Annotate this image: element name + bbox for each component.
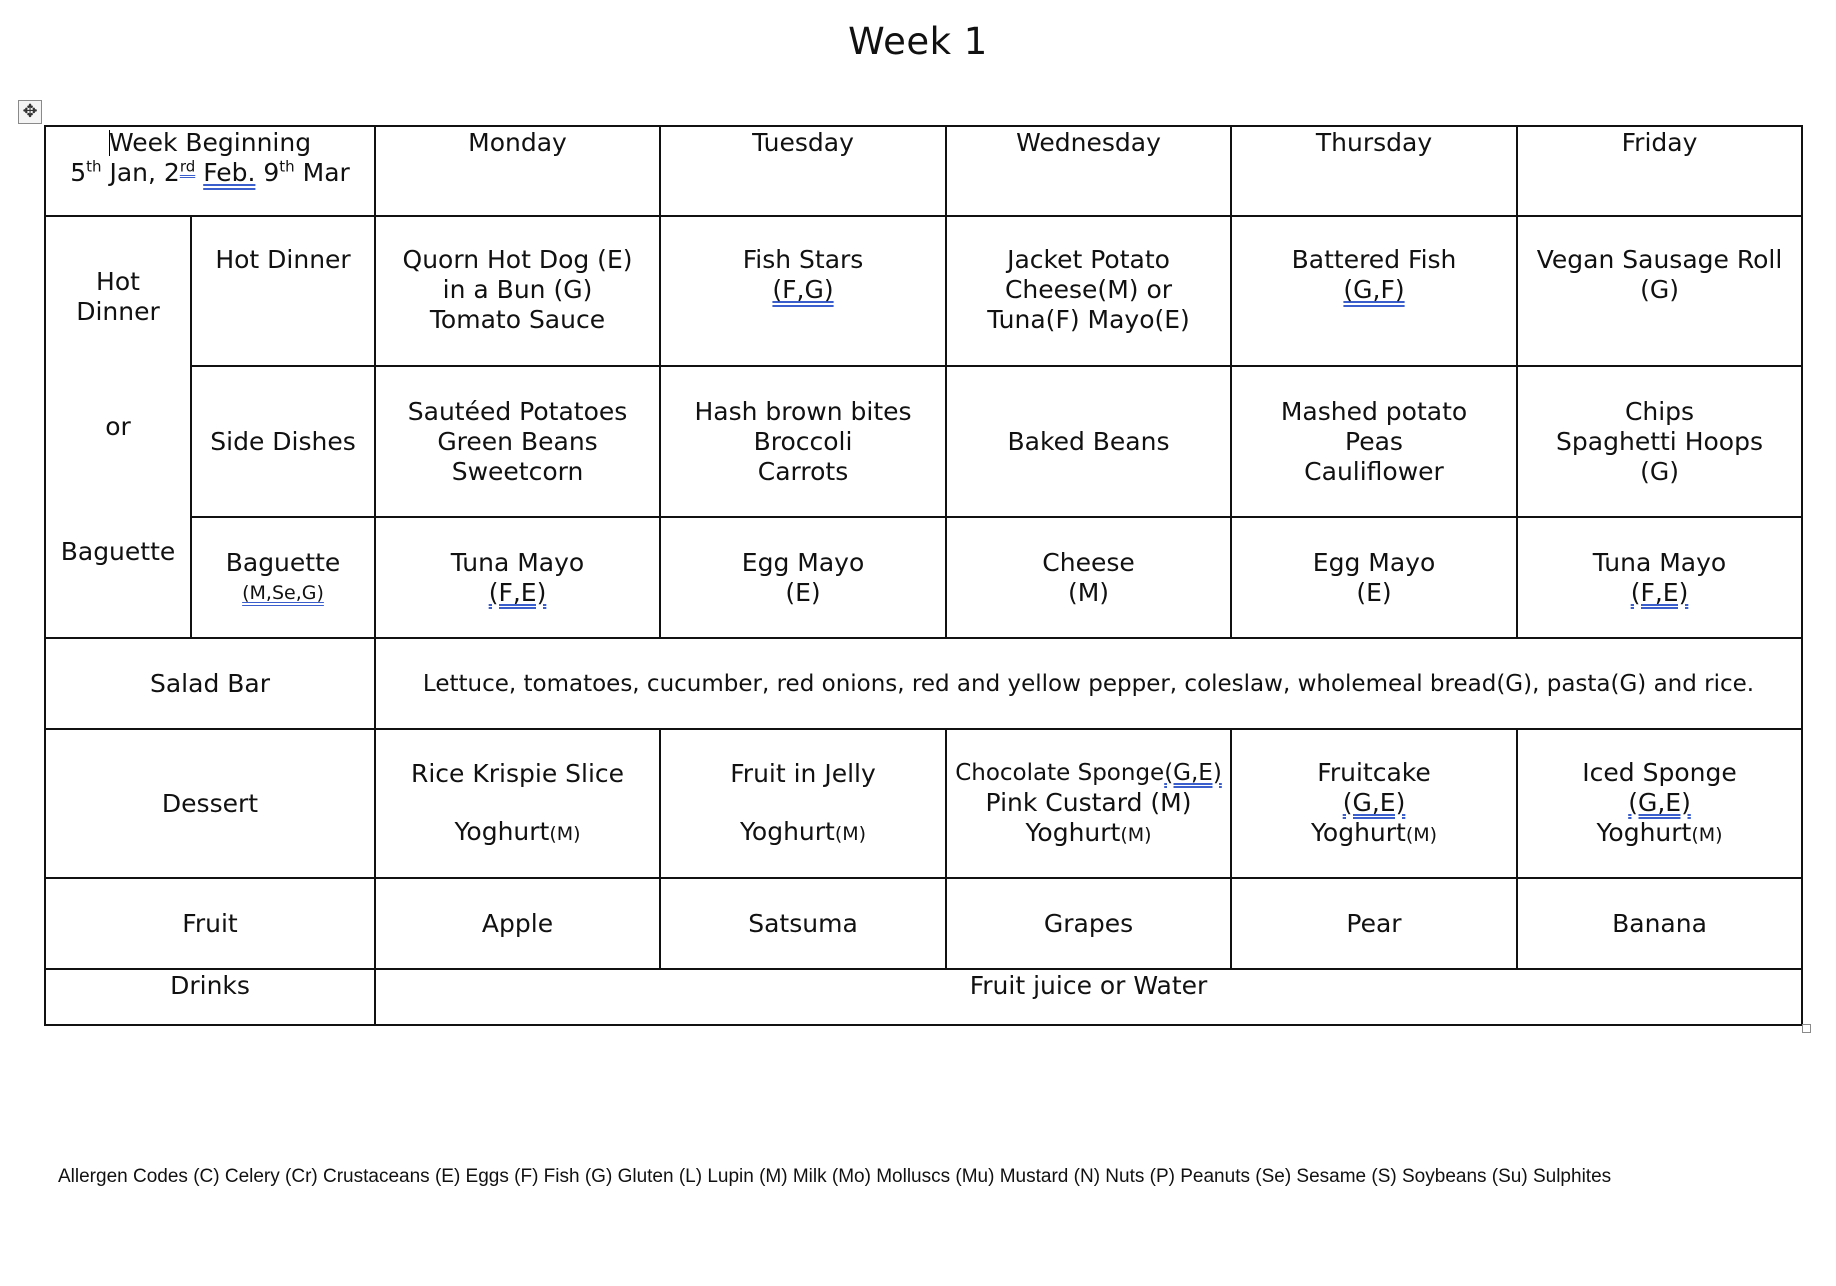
side-dishes-monday: Sautéed Potatoes Green Beans Sweetcorn [375, 366, 660, 518]
day-header-thursday: Thursday [1231, 126, 1517, 216]
fruit-wednesday: Grapes [946, 878, 1231, 969]
baguette-thursday: Egg Mayo (E) [1231, 517, 1517, 638]
baguette-label-cell [191, 517, 375, 638]
side-dishes-thursday: Mashed potato Peas Cauliflower [1231, 366, 1517, 518]
dessert-tuesday: Fruit in Jelly Yoghurt(M) [660, 729, 946, 878]
hot-dinner-tuesday: Fish Stars (F,G) [660, 216, 946, 366]
group-label-baguette: Baguette [60, 537, 176, 566]
week-beginning-label: Week Beginning [108, 128, 312, 157]
page-title: Week 1 [848, 20, 988, 63]
dessert-friday: Iced Sponge (G,E) Yoghurt(M) [1517, 729, 1802, 878]
fruit-row [45, 878, 1802, 969]
group-label-or: or [105, 412, 131, 441]
side-dishes-friday: Chips Spaghetti Hoops (G) [1517, 366, 1802, 518]
side-dishes-label: Side Dishes [191, 366, 375, 518]
resize-handle-icon[interactable] [1802, 1024, 1811, 1033]
dessert-monday: Rice Krispie Slice Yoghurt(M) [375, 729, 660, 878]
fruit-tuesday: Satsuma [660, 878, 946, 969]
day-header-tuesday: Tuesday [660, 126, 946, 216]
hot-dinner-label: Hot Dinner [191, 216, 375, 366]
side-dishes-row [45, 366, 1802, 518]
fruit-label: Fruit [45, 878, 375, 969]
dessert-wednesday: Chocolate Sponge(G,E) Pink Custard (M) Yoghurt(M) [946, 729, 1231, 878]
group-label-dinner: Dinner [76, 297, 160, 326]
drinks-label: Drinks [45, 969, 375, 1025]
day-header-monday: Monday [375, 126, 660, 216]
hot-dinner-wednesday: Jacket Potato Cheese(M) or Tuna(F) Mayo(E) [946, 216, 1231, 366]
fruit-monday: Apple [375, 878, 660, 969]
dessert-row [45, 729, 1802, 878]
hot-dinner-or-baguette-group [45, 216, 191, 638]
day-header-friday: Friday [1517, 126, 1802, 216]
move-arrows-icon[interactable]: ✥ [18, 100, 42, 124]
baguette-monday: Tuna Mayo (F,E) [375, 517, 660, 638]
baguette-friday: Tuna Mayo (F,E) [1517, 517, 1802, 638]
hot-dinner-monday: Quorn Hot Dog (E) in a Bun (G) Tomato Sauce [375, 216, 660, 366]
salad-bar-row [45, 638, 1802, 729]
hot-dinner-thursday: Battered Fish (G,F) [1231, 216, 1517, 366]
hot-dinner-row [45, 216, 1802, 366]
drinks-text: Fruit juice or Water [375, 969, 1802, 1025]
hot-dinner-friday: Vegan Sausage Roll (G) [1517, 216, 1802, 366]
group-label-hot: Hot [96, 267, 140, 296]
side-dishes-wednesday: Baked Beans [946, 366, 1231, 518]
week-dates: 5th Jan, 2rd Feb. 9th Mar [70, 157, 350, 187]
drinks-row [45, 969, 1802, 1025]
fruit-friday: Banana [1517, 878, 1802, 969]
menu-table [44, 125, 1803, 1026]
fruit-thursday: Pear [1231, 878, 1517, 969]
salad-bar-text: Lettuce, tomatoes, cucumber, red onions, red and yellow pepper, coleslaw, wholemeal bread(G), pasta(G) and rice. [375, 638, 1802, 729]
dessert-thursday: Fruitcake (G,E) Yoghurt(M) [1231, 729, 1517, 878]
side-dishes-tuesday: Hash brown bites Broccoli Carrots [660, 366, 946, 518]
salad-bar-label: Salad Bar [45, 638, 375, 729]
baguette-row [45, 517, 1802, 638]
allergen-codes: Allergen Codes (C) Celery (Cr) Crustaceans (E) Eggs (F) Fish (G) Gluten (L) Lupin (M) Milk (Mo) Molluscs (Mu) Mustard (N) Nuts (P) Peanuts (Se) Sesame (S) Soybeans (Su) Sulphites [58, 1166, 1612, 1187]
week-beginning-cell [45, 126, 375, 216]
header-row [45, 126, 1802, 216]
baguette-allergens: (M,Se,G) [242, 581, 324, 604]
baguette-tuesday: Egg Mayo (E) [660, 517, 946, 638]
day-header-wednesday: Wednesday [946, 126, 1231, 216]
dessert-label: Dessert [45, 729, 375, 878]
baguette-label: Baguette [225, 547, 341, 577]
baguette-wednesday: Cheese (M) [946, 517, 1231, 638]
